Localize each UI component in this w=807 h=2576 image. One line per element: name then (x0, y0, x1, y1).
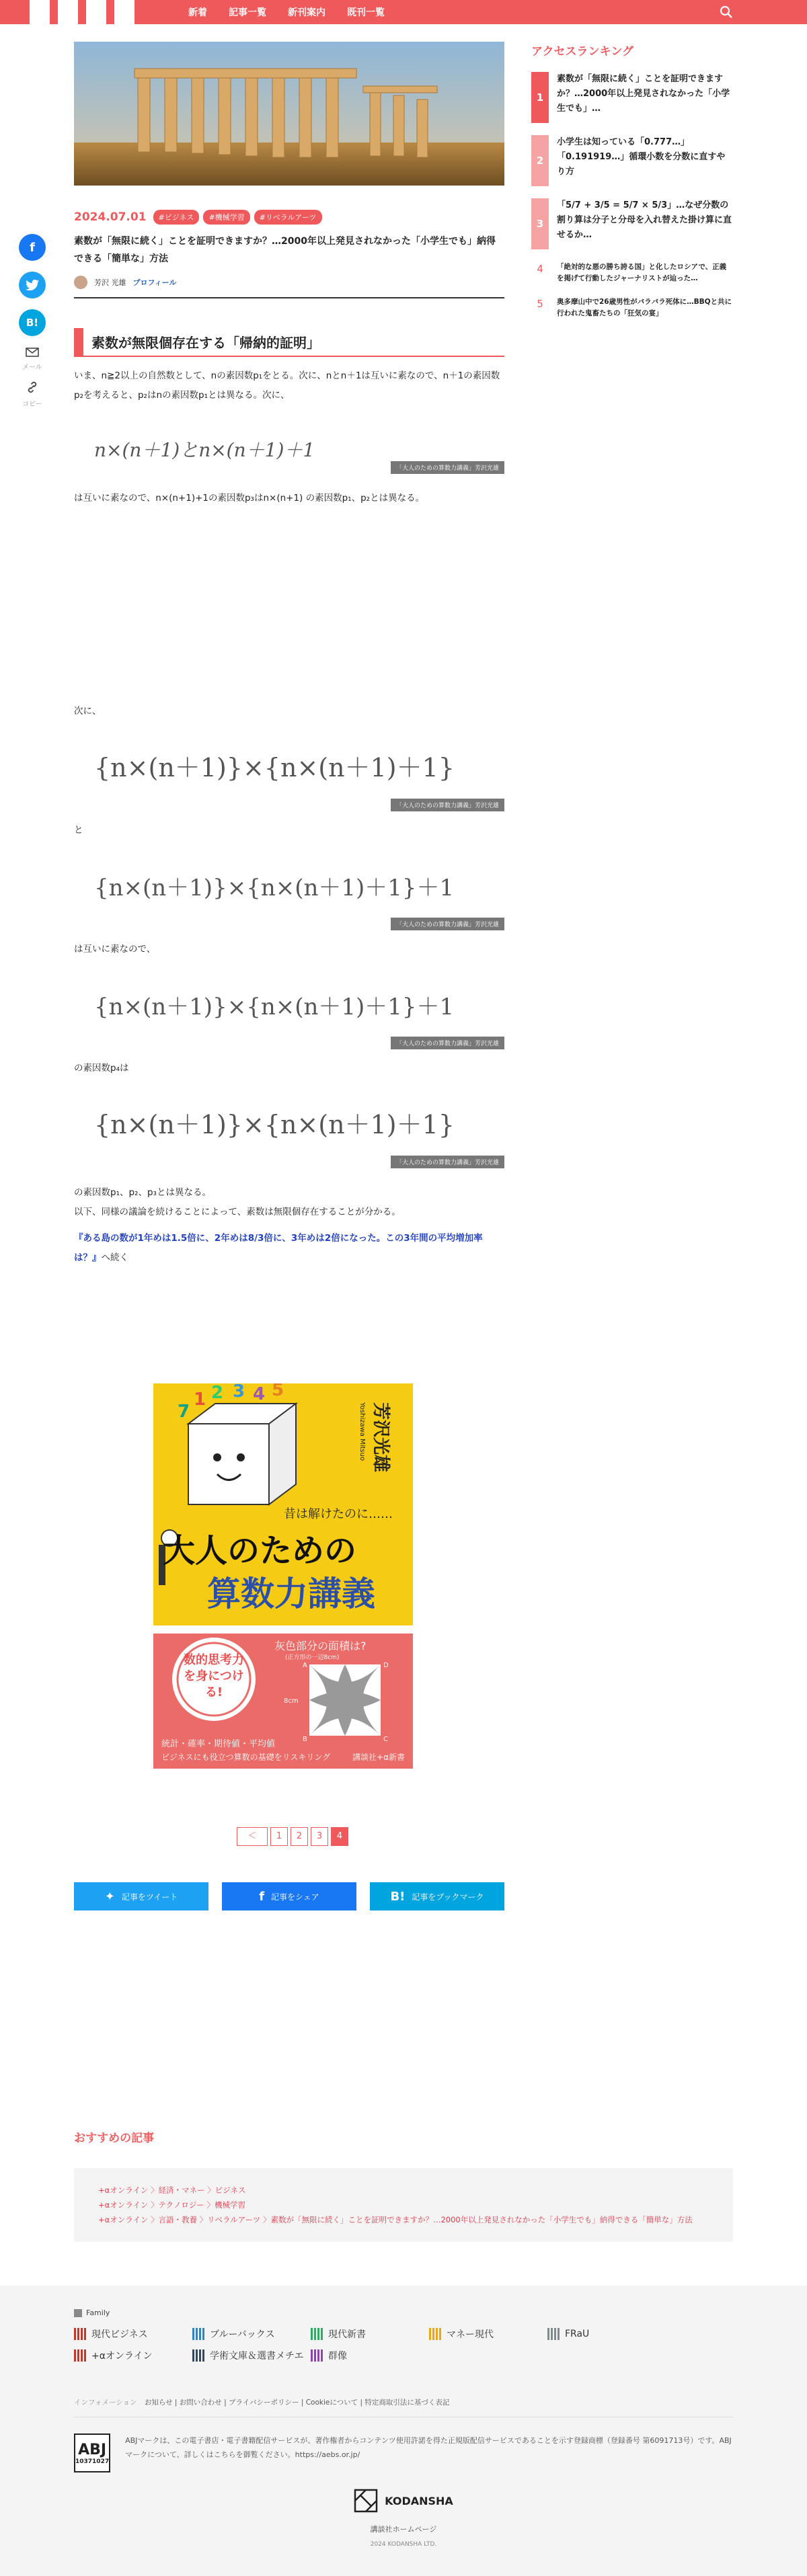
global-nav (188, 0, 385, 24)
share-sidebar (19, 234, 48, 417)
rank-number: 1 (531, 72, 549, 123)
author-name: 芳沢 光雄 (94, 278, 126, 287)
paragraph-2: は互いに素なので、n×(n+1)+1の素因数p₃はn×(n+1) の素因数p₁、p₂とは異なる。 (74, 493, 425, 504)
pagination (237, 1827, 348, 1846)
book-corner-c: C (383, 1736, 388, 1743)
formula-text-4: {n×(n＋1)}×{n×(n＋1)＋1}＋1 (94, 994, 455, 1020)
svg-text:5: 5 (272, 1383, 284, 1400)
sidebar (531, 42, 733, 331)
site-bars-icon (192, 2328, 204, 2340)
tweet-label: 記事をツイート (121, 1892, 178, 1902)
tweet-button[interactable] (74, 1882, 208, 1910)
pager-page-1[interactable]: 1 (270, 1827, 288, 1846)
tag-machine-learning[interactable]: #機械学習 (203, 210, 249, 225)
next-page-suffix: へ続く (101, 1252, 128, 1263)
family-heading (74, 2308, 110, 2317)
site-name: 群像 (328, 2351, 347, 2362)
rank-number: 2 (531, 135, 549, 186)
paragraph-5: は互いに素なので、 (74, 944, 156, 955)
site-bars-icon (311, 2328, 323, 2340)
next-page-text (74, 1229, 504, 1268)
book-desc-2: ビジネスにも役立つ算数の基礎をリスキリング (161, 1753, 331, 1762)
breadcrumb[interactable]: +αオンライン 〉言語・教養 〉リベラルアーツ 〉素数が「無限に続く」ことを証明できますか？…2000年以上発見されなかった「小学生でも」納得できる「簡単な」方法 (98, 2215, 693, 2224)
bookmark-label: 記事をブックマーク (412, 1892, 484, 1902)
copy-link[interactable] (19, 380, 46, 408)
family-label: Family (86, 2308, 110, 2317)
site-bars-icon (429, 2328, 441, 2340)
rank-title: 小学生は知っている「0.777…」「0.191919…」循環小数を分数に直すやり方 (557, 137, 726, 177)
copy-label: コピー (22, 401, 42, 408)
rank-title: 「5/7 + 3/5 = 5/7 × 5/3」…なぜ分数の割り算は分子と分母を入れ替えた掛け算に直せるか… (557, 200, 732, 240)
svg-text:3: 3 (233, 1383, 245, 1402)
site-name: 学術文庫＆選書メチエ (210, 2351, 304, 2362)
facebook-icon: f (259, 1889, 265, 1904)
formula-image-1 (74, 432, 504, 474)
family-site[interactable] (192, 2327, 311, 2341)
paragraph-1: いま、n≧2以上の自然数として、nの素因数p₁をとる。次に、nとn＋1は互いに素なので、n＋1の素因数p₂を考えると、p₂はnの素因数p₁とは異なる。次に、 (74, 370, 500, 401)
nav-new-books[interactable]: 新刊案内 (288, 7, 325, 18)
book-corner-d: D (383, 1662, 389, 1669)
rank-title: 素数が「無限に続く」ことを証明できますか？…2000年以上発見されなかった「小学生でも」… (557, 74, 730, 114)
book-badge: 数的思考力を身につける! (184, 1653, 244, 1699)
paragraph-7: の素因数p₁、p₂、p₃とは異なる。 (74, 1187, 211, 1198)
mail-share[interactable] (19, 347, 46, 371)
pager-prev[interactable]: ＜ (237, 1827, 268, 1846)
svg-text:7: 7 (178, 1402, 190, 1422)
breadcrumb-box (74, 2168, 733, 2242)
family-icon (74, 2309, 82, 2317)
share-buttons (74, 1882, 504, 1910)
book-puzzle-sub: (正方形の一辺8cm) (285, 1654, 340, 1661)
family-site[interactable] (311, 2349, 429, 2362)
rank-number: 4 (537, 263, 543, 275)
formula-image-5 (74, 1101, 504, 1168)
abj-block (74, 2433, 733, 2472)
site-name: FRaU (565, 2329, 590, 2339)
site-footer (0, 2286, 807, 2576)
author-line (74, 276, 504, 298)
tag-business[interactable]: #ビジネス (153, 210, 200, 225)
abj-mark (74, 2433, 110, 2472)
article-main (74, 42, 504, 1904)
paragraph-6: の素因数p₄は (74, 1063, 129, 1074)
formula-image-2 (74, 744, 504, 811)
info-links (74, 2397, 733, 2417)
avatar (74, 276, 87, 289)
formula-image-3 (74, 863, 504, 930)
hatena-bookmark-icon[interactable]: B! (19, 309, 46, 336)
book-desc-1: 統計・確率・期待値・平均値 (161, 1739, 276, 1749)
mail-label: メール (22, 364, 42, 371)
family-sites (74, 2327, 666, 2362)
paragraph-4: と (74, 825, 83, 836)
kodansha-mark-icon (354, 2489, 378, 2513)
ranking-item[interactable] (531, 135, 733, 186)
svg-text:4: 4 (253, 1384, 266, 1404)
company-home-link[interactable]: 講談社ホームページ (370, 2525, 437, 2534)
family-site[interactable] (311, 2327, 429, 2341)
family-site[interactable] (547, 2327, 666, 2341)
ad-space (74, 508, 504, 702)
rank-number: 3 (531, 198, 549, 249)
book-author-romaji: Yoshizawa Mitsuo (358, 1402, 366, 1461)
tag-liberal-arts[interactable]: #リベラルアーツ (254, 210, 322, 225)
share-label: 記事をシェア (271, 1892, 319, 1902)
rank-title: 奥多摩山中で26歳男性がバラバラ死体に…BBQと共に行われた鬼畜たちの「狂気の宴」 (557, 298, 732, 317)
breadcrumb[interactable]: +αオンライン 〉テクノロジー 〉機械学習 (98, 2200, 245, 2210)
formula-text-3: {n×(n＋1)}×{n×(n＋1)＋1}＋1 (94, 875, 455, 901)
formula-text-1: n×(n＋1)とn×(n＋1)＋1 (94, 439, 315, 461)
formula-text-2: {n×(n＋1)}×{n×(n＋1)＋1} (94, 753, 455, 782)
rank-number: 5 (537, 298, 543, 310)
abj-text: ABJマークは、この電子書店・電子書籍配信サービスが、著作権者からコンテンツ使用許諾を得た正規版配信サービスであることを示す登録商標（登録番号 第6091713号）です。ABJマークについて、詳しくはこちらを御覧ください。https://aebs.or.jp/ (125, 2436, 732, 2459)
site-bars-icon (74, 2328, 86, 2340)
ranking-item[interactable] (531, 296, 733, 319)
book-title-b: 算数力講義 (207, 1574, 375, 1613)
ranking-title: アクセスランキング (531, 45, 633, 58)
book-title-a: 大人のための (163, 1532, 357, 1570)
family-site[interactable] (74, 2349, 192, 2362)
hatena-icon: B! (390, 1889, 406, 1904)
site-bars-icon (311, 2349, 323, 2362)
company-name: KODANSHA (385, 2494, 453, 2507)
book-corner-b: B (303, 1736, 307, 1743)
book-publisher: 講談社+α新書 (352, 1753, 405, 1762)
kodansha-logo[interactable] (0, 2489, 807, 2513)
site-name: 現代ビジネス (91, 2329, 148, 2340)
nav-new[interactable]: 新着 (188, 7, 207, 18)
facebook-share-icon[interactable]: f (19, 234, 46, 261)
site-bars-icon (547, 2328, 560, 2340)
image-caption: 「大人のための算数力講義」芳沢光雄 (391, 799, 504, 811)
pager-page-3[interactable]: 3 (311, 1827, 328, 1846)
article-title: 素数が「無限に続く」ことを証明できますか？…2000年以上発見されなかった「小学生でも」納得できる「簡単な」方法 (74, 236, 496, 264)
book-author: 芳沢光雄 (371, 1402, 391, 1473)
twitter-share-icon[interactable] (19, 272, 46, 298)
family-site[interactable] (192, 2349, 311, 2362)
book-dimension: 8cm (284, 1697, 299, 1705)
recommended-section (74, 2128, 733, 2242)
nav-back-catalog[interactable]: 既刊一覧 (347, 7, 385, 18)
site-bars-icon (192, 2349, 204, 2362)
publish-date: 2024.07.01 (74, 210, 147, 224)
svg-text:1: 1 (194, 1390, 206, 1410)
next-page-link[interactable]: 『ある島の数が1年めは1.5倍に、2年めは8/3倍に、3年めは2倍になった。この3年間の平均増加率は？』 (74, 1233, 483, 1263)
pager-page-4[interactable]: 4 (331, 1827, 348, 1846)
info-label: インフォメーション (74, 2399, 137, 2407)
site-name: ブルーバックス (210, 2329, 275, 2340)
mail-icon (26, 348, 39, 357)
site-logo[interactable] (30, 0, 134, 24)
image-caption: 「大人のための算数力講義」芳沢光雄 (391, 1156, 504, 1168)
profile-link[interactable]: プロフィール (132, 278, 177, 287)
image-caption: 「大人のための算数力講義」芳沢光雄 (391, 461, 504, 474)
nav-articles[interactable]: 記事一覧 (229, 7, 266, 18)
abj-mark-text: ABJ (78, 2441, 107, 2458)
image-caption: 「大人のための算数力講義」芳沢光雄 (391, 1037, 504, 1049)
breadcrumb[interactable]: +αオンライン 〉経済・マネー 〉ビジネス (98, 2185, 246, 2195)
formula-image-4 (74, 982, 504, 1049)
site-bars-icon (74, 2349, 86, 2362)
hero-image (74, 42, 504, 186)
site-name: 現代新書 (328, 2329, 366, 2340)
twitter-icon: ✦ (104, 1889, 115, 1904)
book-corner-a: A (303, 1662, 307, 1669)
ranking-item[interactable] (531, 72, 733, 123)
family-site[interactable] (429, 2327, 547, 2341)
family-site[interactable] (74, 2327, 192, 2341)
svg-text:2: 2 (211, 1383, 224, 1403)
image-caption: 「大人のための算数力講義」芳沢光雄 (391, 918, 504, 930)
facebook-share-button[interactable] (222, 1882, 356, 1910)
formula-text-5: {n×(n＋1)}×{n×(n＋1)＋1} (94, 1110, 455, 1139)
pager-page-2[interactable]: 2 (291, 1827, 308, 1846)
site-header (0, 0, 807, 24)
paragraph-3: 次に、 (74, 706, 102, 717)
site-name: マネー現代 (447, 2329, 494, 2340)
book-tagline: 昔は解けたのに…… (284, 1507, 393, 1521)
article-meta (74, 210, 504, 225)
recommended-title: おすすめの記事 (74, 2132, 155, 2145)
section-heading: 素数が無限個存在する「帰納的証明」 (74, 328, 504, 357)
link-icon (26, 380, 39, 394)
search-icon[interactable] (720, 5, 733, 19)
site-name: +αオンライン (91, 2351, 153, 2362)
paragraph-8: 以下、同様の議論を続けることによって、素数は無限個存在することが分かる。 (74, 1207, 401, 1217)
copyright: 2024 KODANSHA LTD. (370, 2541, 437, 2548)
book-puzzle: 灰色部分の面積は? (274, 1640, 367, 1652)
info-link-list[interactable]: お知らせ | お問い合わせ | プライバシーポリシー | Cookieについて | 特定商取引法に基づく表記 (144, 2399, 450, 2407)
bookmark-button[interactable] (370, 1882, 504, 1910)
ranking-item[interactable] (531, 198, 733, 249)
book-cover[interactable] (153, 1383, 413, 1771)
abj-number: 10371027 (75, 2458, 110, 2465)
rank-title: 「絶対的な悪の勝ち誇る国」と化したロシアで、正義を掲げて行動したジャーナリストが辿った… (557, 263, 727, 282)
ranking-item[interactable] (531, 261, 733, 284)
